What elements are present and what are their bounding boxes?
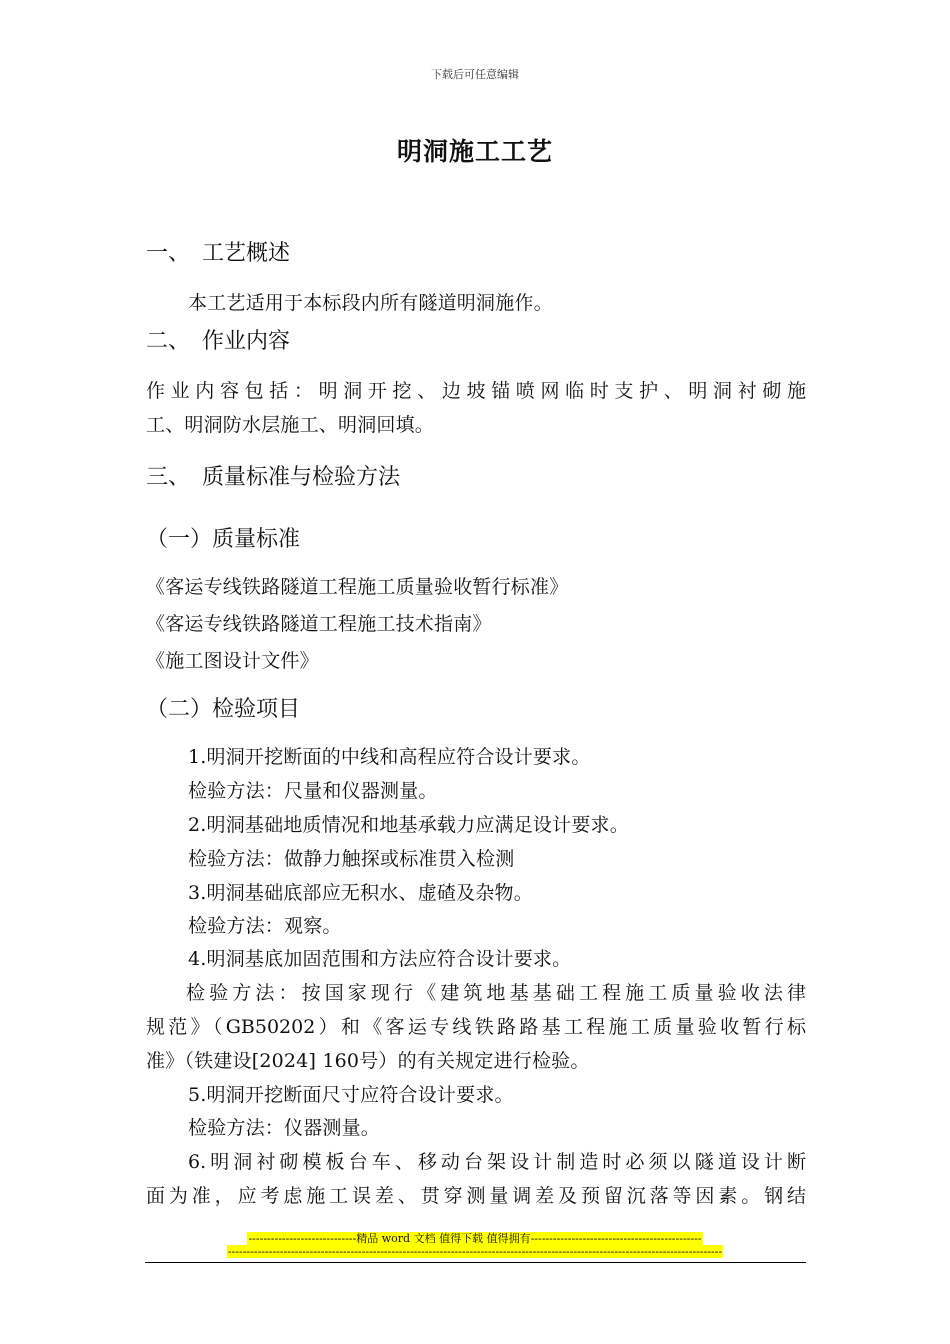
section-number: 三、 [146,465,191,490]
footer-dash-line: ------------------------------------------------------------------------------------------------------------------------------------- [227,1245,723,1258]
inspection-line: 5.明洞开挖断面尺寸应符合设计要求。 [188,1084,514,1106]
inspection-line: 检验方法：做静力触探或标准贯入检测 [188,848,515,870]
section-title: 作业内容 [202,329,291,354]
footer-text: -----------------------------精品 word 文档 值得下载 值得拥有---------------------------------------------- [248,1232,702,1245]
reference-item: 《客运专线铁路隧道工程施工技术指南》 [146,613,492,635]
inspection-line: 3.明洞基础底部应无积水、虚碴及杂物。 [188,882,533,904]
section-title: 工艺概述 [202,241,291,266]
document-title: 明洞施工工艺 [396,137,553,166]
subsection-heading-standards: （一）质量标准 [146,527,301,552]
section-number: 一、 [146,241,191,266]
subsection-heading-inspection: （二）检验项目 [146,697,301,722]
inspection-line: 4.明洞基底加固范围和方法应符合设计要求。 [188,948,572,970]
footer-dashes [0,1245,950,1258]
paragraph-line: 作业内容包括：明洞开挖、边坡锚喷网临时支护、明洞衬砌施 [146,380,806,402]
section-heading-work-content [146,324,290,355]
inspection-line: 检验方法：仪器测量。 [188,1117,381,1139]
inspection-line: 规范》（GB50202）和《客运专线铁路路基工程施工质量验收暂行标 [146,1016,806,1038]
reference-item: 《客运专线铁路隧道工程施工质量验收暂行标准》 [146,576,569,598]
inspection-line: 检验方法：观察。 [188,915,342,937]
page-header-note: 下载后可任意编辑 [431,68,519,81]
inspection-line: 准》（铁建设[2024] 160号）的有关规定进行检验。 [146,1050,590,1072]
reference-item: 《施工图设计文件》 [146,650,319,672]
section-title: 质量标准与检验方法 [202,465,401,490]
inspection-line: 6.明洞衬砌模板台车、移动台架设计制造时必须以隧道设计断 [188,1151,806,1173]
footer-banner [0,1230,950,1246]
inspection-line: 1.明洞开挖断面的中线和高程应符合设计要求。 [188,746,591,768]
section-number: 二、 [146,329,191,354]
paragraph-line: 工、明洞防水层施工、明洞回填。 [146,414,435,436]
inspection-line: 检验方法：按国家现行《建筑地基基础工程施工质量验收法律 [186,982,806,1004]
footer-rule [145,1262,806,1263]
inspection-line: 面为准，应考虑施工误差、贯穿测量调差及预留沉落等因素。钢结 [146,1185,806,1207]
inspection-line: 检验方法：尺量和仪器测量。 [188,780,438,802]
section-heading-overview [146,236,290,267]
inspection-line: 2.明洞基础地质情况和地基承载力应满足设计要求。 [188,814,629,836]
paragraph: 本工艺适用于本标段内所有隧道明洞施作。 [188,292,553,314]
section-heading-quality [146,460,400,491]
